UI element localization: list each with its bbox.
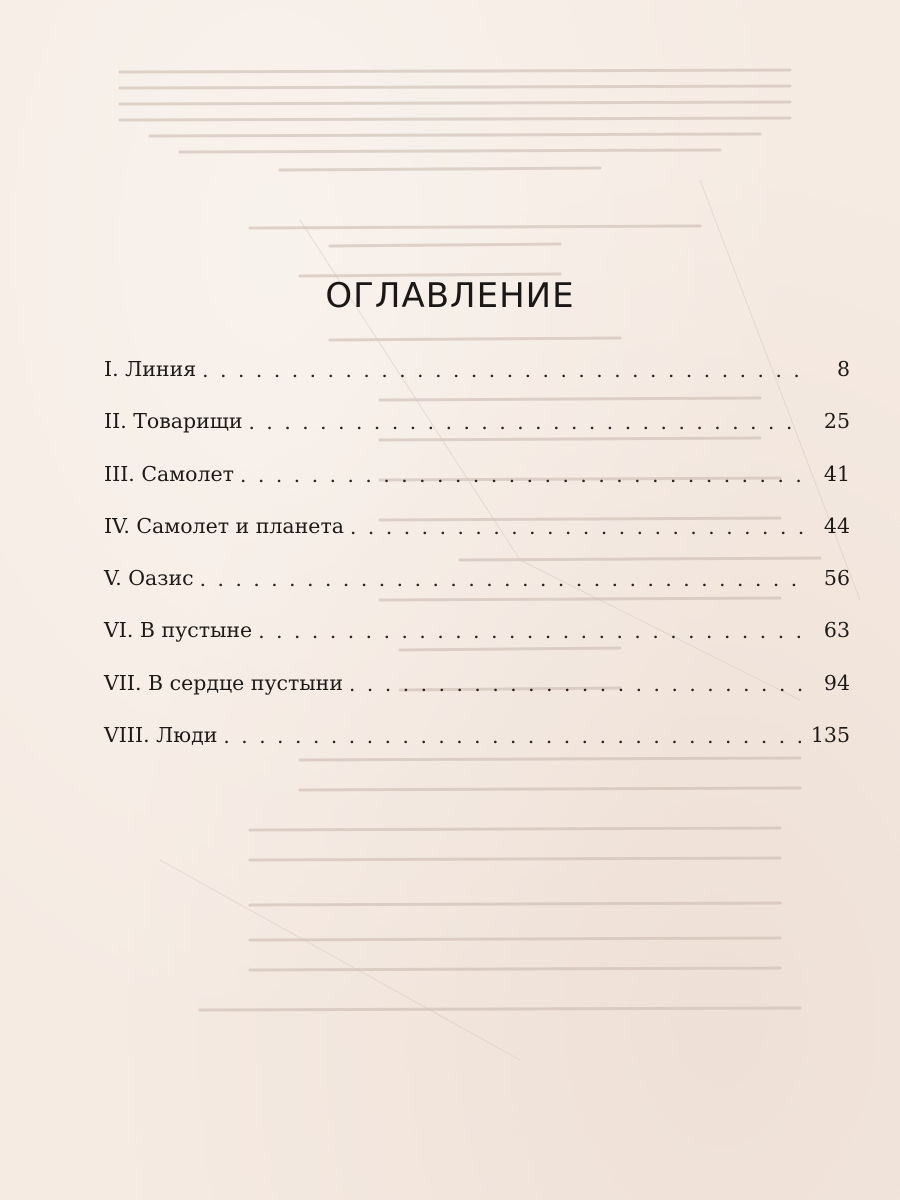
toc-entry-title: I. Линия bbox=[104, 357, 197, 381]
page-title: ОГЛАВЛЕНИЕ bbox=[325, 276, 575, 316]
toc-page-number: 44 bbox=[823, 513, 850, 538]
toc-page-number: 94 bbox=[823, 670, 850, 695]
toc-entry bbox=[104, 561, 850, 613]
toc-entry-title: VI. В пустыне bbox=[104, 618, 253, 643]
dot-leader bbox=[202, 352, 804, 386]
toc-entry-title: V. Оазис bbox=[104, 566, 194, 591]
dot-leader bbox=[349, 666, 804, 700]
dot-leader bbox=[200, 561, 804, 595]
toc-page-number: 41 bbox=[823, 461, 850, 486]
dot-leader bbox=[249, 404, 804, 438]
toc-page-number: 8 bbox=[836, 357, 850, 381]
dot-leader bbox=[223, 718, 800, 752]
dot-leader bbox=[240, 457, 804, 491]
toc-entry bbox=[104, 457, 850, 509]
toc-entry bbox=[104, 666, 850, 718]
toc-entry bbox=[104, 509, 850, 561]
toc-page-number: 135 bbox=[810, 723, 850, 748]
toc-page-number: 63 bbox=[823, 618, 850, 643]
toc-page-number: 25 bbox=[823, 409, 850, 434]
toc-entry bbox=[104, 613, 850, 665]
toc-entry-title: III. Самолет bbox=[104, 461, 235, 486]
toc-entry bbox=[104, 352, 850, 404]
toc-entry-title: VII. В сердце пустыни bbox=[104, 670, 343, 695]
table-of-contents bbox=[104, 352, 850, 770]
toc-entry bbox=[104, 404, 850, 456]
toc-entry-title: IV. Самолет и планета bbox=[104, 513, 345, 538]
toc-entry-title: VIII. Люди bbox=[104, 723, 218, 748]
dot-leader bbox=[350, 509, 804, 543]
toc-page-number: 56 bbox=[823, 566, 850, 591]
toc-entry bbox=[104, 718, 850, 770]
dot-leader bbox=[258, 613, 804, 647]
toc-entry-title: II. Товарищи bbox=[104, 409, 243, 434]
